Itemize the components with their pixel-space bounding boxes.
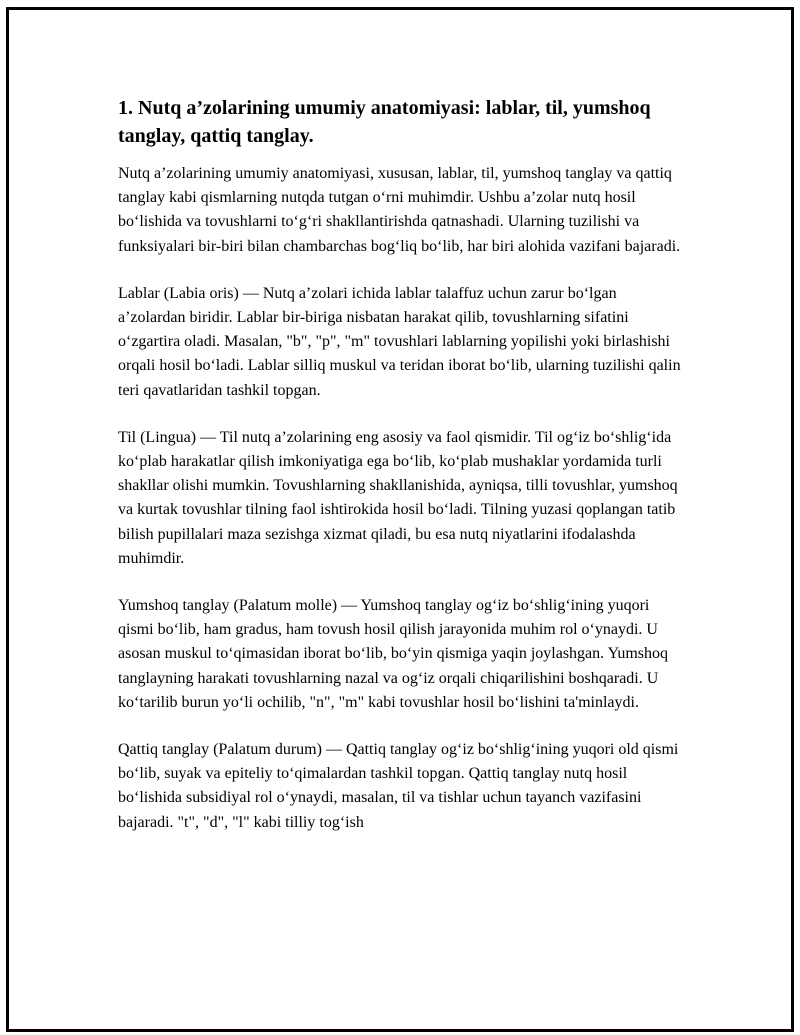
paragraph-yumshoq-tanglay: Yumshoq tanglay (Palatum molle) — Yumshoq tanglay og‘iz bo‘shlig‘ining yuqori qismi bo‘lib, ham gradus, ham tovush hosil qilish jarayonida muhim rol o‘ynaydi. U asosan muskul to‘qimasidan iborat bo‘lib, bo‘yin qismiga yaqin joylashgan. Yumshoq tanglayning harakati tovushlarning nazal va og‘iz orqali chiqarilishini boshqaradi. U ko‘tarilib burun yo‘li ochilib, "n", "m" kabi tovushlar hosil bo‘lishini ta'minlaydi.	[118, 597, 669, 711]
paragraph-til: Til (Lingua) — Til nutq a’zolarining eng asosiy va faol qismidir. Til og‘iz bo‘shlig‘ida ko‘plab harakatlar qilish imkoniyatiga ega bo‘lib, ko‘plab mushaklar yordamida turli shakllar olishi mumkin. Tovushlarning shakllanishida, ayniqsa, tilli tovushlar, yumshoq va kurtak tovushlar tilning faol ishtirokida hosil bo‘ladi. Tilning yuzasi qoplangan tatib bilish pupillalari maza sezishga xizmat qiladi, bu esa nutq niyatlarini ifodalashda muhimdir.	[118, 428, 678, 567]
paragraph-lablar: Lablar (Labia oris) — Nutq a’zolari ichida lablar talaffuz uchun zarur bo‘lgan a’zolardan biridir. Lablar bir-biriga nisbatan harakat qilib, tovushlarning sifatini o‘zgartira oladi. Masalan, "b", "p", "m" tovushlari lablarning yopilishi yoki birlashishi orqali hosil bo‘ladi. Lablar silliq muskul va teridan iborat bo‘lib, ularning tuzilishi qalin teri qavatlaridan tashkil topgan.	[118, 284, 681, 399]
paragraph-intro: Nutq a’zolarining umumiy anatomiyasi, xususan, lablar, til, yumshoq tanglay va qattiq tanglay kabi qismlarning nutqda tutgan o‘rni muhimdir. Ushbu a’zolar nutq hosil bo‘lishida va tovushlarni to‘g‘ri shakllantirishda qatnashadi. Ularning tuzilishi va funksiyalari bir-biri bilan chambarchas bog‘liq bo‘lib, har biri alohida vazifani bajaradi.	[118, 165, 681, 255]
section-heading: 1. Nutq a’zolarining umumiy anatomiyasi: lablar, til, yumshoq tanglay, qattiq tanglay.	[118, 97, 651, 147]
paragraph-qattiq-tanglay: Qattiq tanglay (Palatum durum) — Qattiq tanglay og‘iz bo‘shlig‘ining yuqori old qismi bo‘lib, suyak va epiteliy to‘qimalardan tashkil topgan. Qattiq tanglay nutq hosil bo‘lishida subsidiyal rol o‘ynaydi, masalan, til va tishlar uchun tayanch vazifasini bajaradi. "t", "d", "l" kabi tilliy tog‘ish	[118, 741, 679, 831]
document-body	[118, 94, 688, 858]
